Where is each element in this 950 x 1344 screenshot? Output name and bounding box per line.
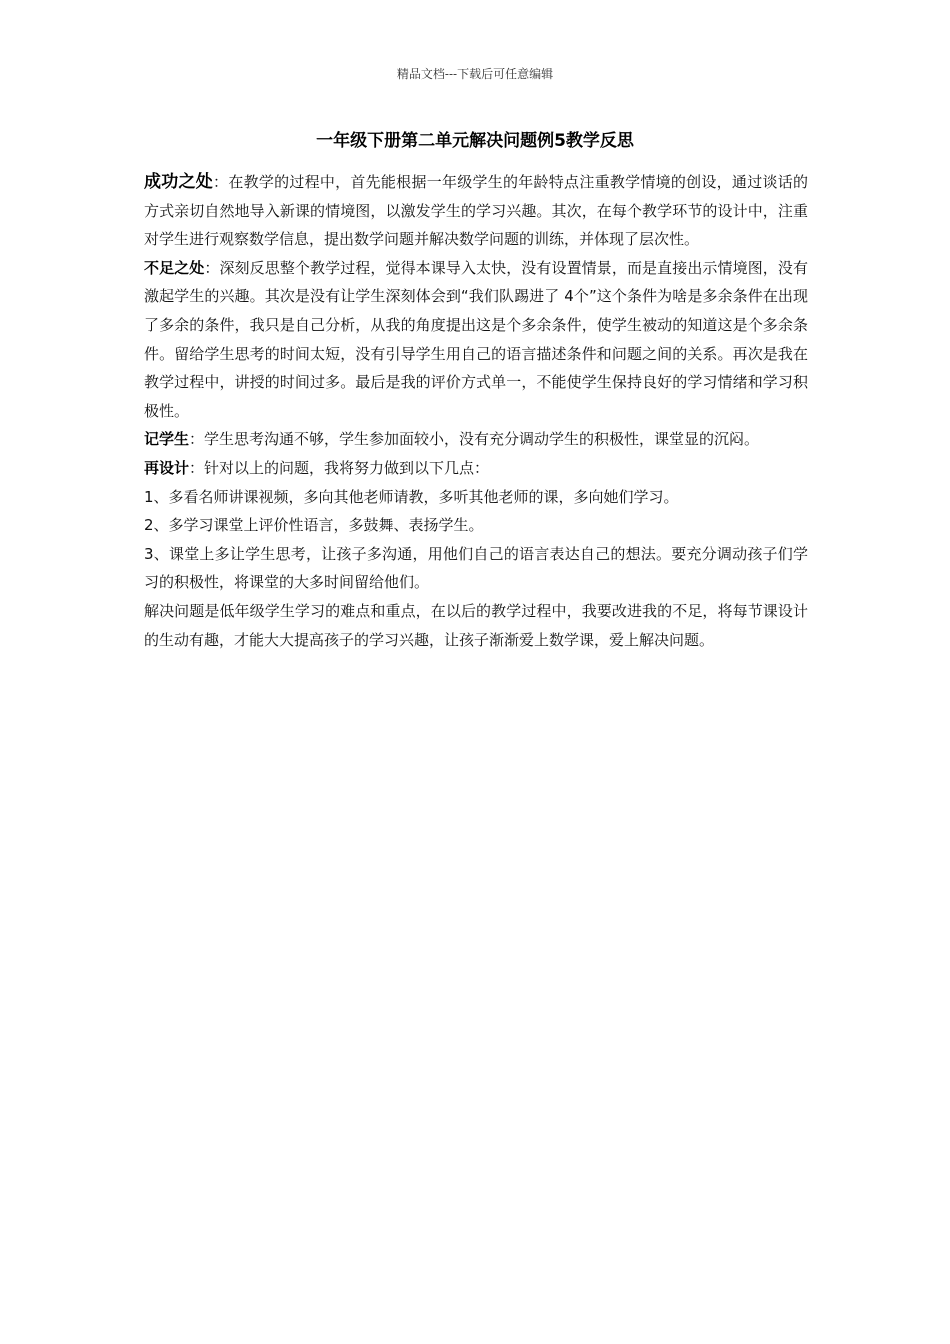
section-label: 成功之处 xyxy=(144,172,214,192)
closing-paragraph: 解决问题是低年级学生学习的难点和重点，在以后的教学过程中，我要改进我的不足，将每节课设计的生动有趣，才能大大提高孩子的学习兴趣，让孩子渐渐爱上数学课，爱上解决问题。 xyxy=(144,601,808,649)
document-body xyxy=(144,168,808,654)
section-students xyxy=(144,425,808,454)
label-separator: ： xyxy=(189,430,205,449)
document-title: 一年级下册第二单元解决问题例5教学反思 xyxy=(316,131,634,151)
section-text: 针对以上的问题，我将努力做到以下几点： xyxy=(204,458,490,477)
section-text: 在教学的过程中，首先能根据一年级学生的年龄特点注重教学情境的创设，通过谈话的方式亲切自然地导入新课的情境图，以激发学生的学习兴趣。其次，在每个教学环节的设计中，注重对学生进行观察数学信息，提出数学问题并解决数学问题的训练，并体现了层次性。 xyxy=(144,173,808,249)
section-text: 学生思考沟通不够，学生参加面较小，没有充分调动学生的积极性，课堂显的沉闷。 xyxy=(204,430,760,449)
section-shortcomings xyxy=(144,254,808,426)
section-text: 深刻反思整个教学过程，觉得本课导入太快，没有设置情景，而是直接出示情境图，没有激起学生的兴趣。其次是没有让学生深刻体会到“我们队踢进了 4个”这个条件为啥是多余条件在出现了多余的条件，我只是自己分析，从我的角度提出这是个多余条件，使学生被动的知道这是个多余条件。留给学生思考的时间太短，没有引导学生用自己的语言描述条件和问题之间的关系。再次是我在教学过程中，讲授的时间过多。最后是我的评价方式单一，不能使学生保持良好的学习情绪和学习积极性。 xyxy=(144,258,808,420)
label-separator: ： xyxy=(189,458,205,477)
list-item: 3、课堂上多让学生思考，让孩子多沟通，用他们自己的语言表达自己的想法。要充分调动孩子们学习的积极性，将课堂的大多时间留给他们。 xyxy=(144,544,808,592)
section-success xyxy=(144,168,808,254)
label-separator: ： xyxy=(213,173,229,191)
section-label: 记学生 xyxy=(144,430,190,449)
section-label: 不足之处 xyxy=(144,258,205,277)
section-redesign xyxy=(144,454,808,483)
page-header: 精品文档---下载后可任意编辑 xyxy=(396,67,554,81)
list-item: 1、多看名师讲课视频，多向其他老师请教，多听其他老师的课，多向她们学习。 xyxy=(144,487,679,506)
label-separator: ： xyxy=(204,258,220,277)
list-item: 2、多学习课堂上评价性语言，多鼓舞、表扬学生。 xyxy=(144,516,484,535)
section-label: 再设计 xyxy=(144,458,190,477)
